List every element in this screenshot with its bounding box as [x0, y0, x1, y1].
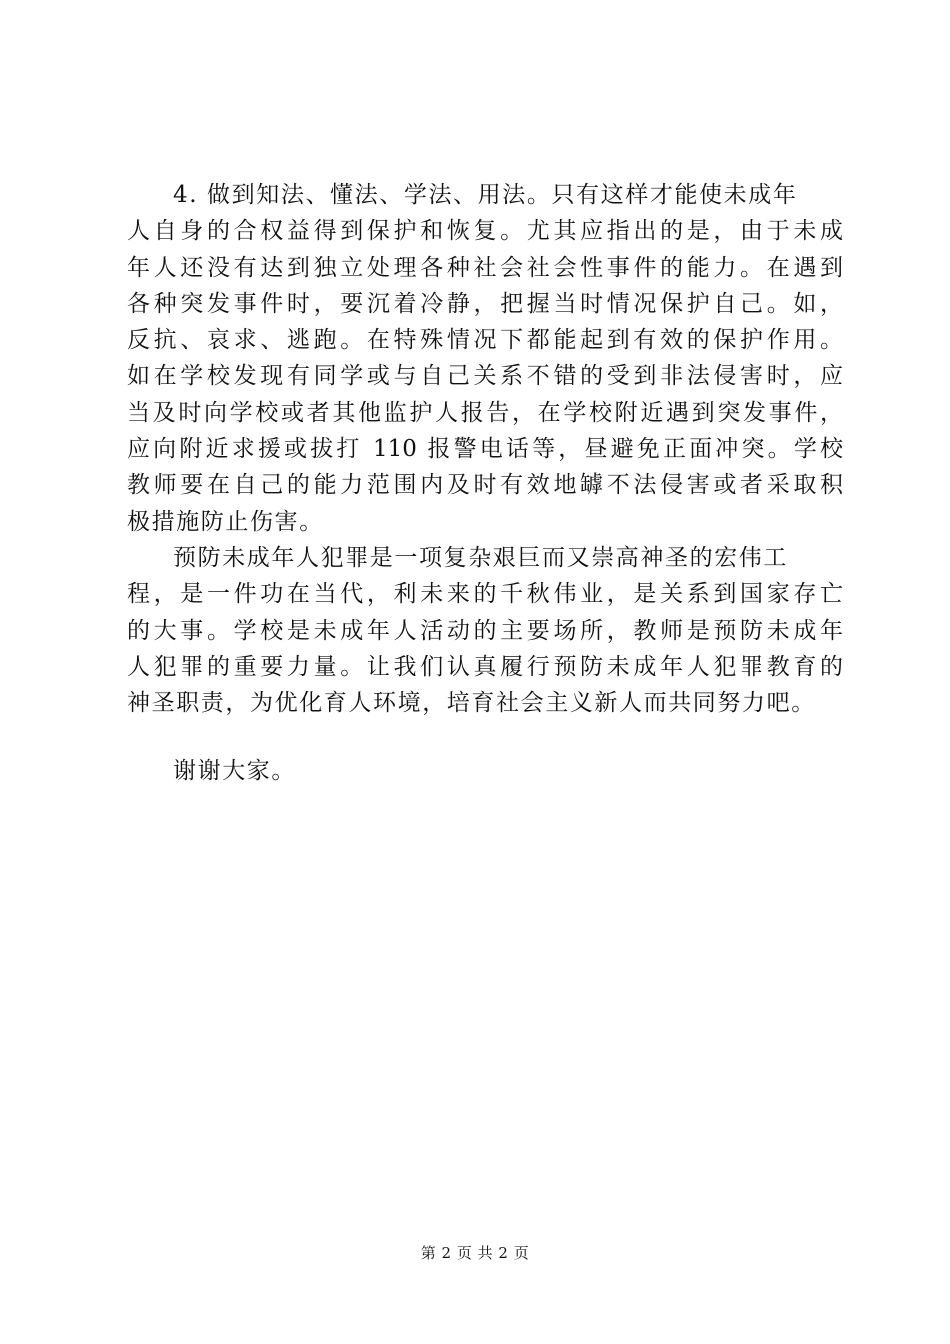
text-line: 神圣职责，为优化育人环境，培育社会主义新人而共同努力吧。: [127, 690, 816, 717]
text-line: 4. 做到知法、懂法、学法、用法。只有这样才能使未成年: [173, 182, 798, 208]
text-line: 程，是一件功在当代，利未来的千秋伟业，是关系到国家存亡: [127, 581, 843, 608]
text-line: 人犯罪的重要力量。让我们认真履行预防未成年人犯罪教育的: [127, 653, 843, 680]
paragraph-conclusion: [127, 540, 843, 721]
text-line: 当及时向学校或者其他监护人报告，在学校附近遇到突发事件，: [127, 399, 843, 426]
paragraph-spacer: [127, 721, 843, 753]
page-number-footer: 第 2 页 共 2 页: [420, 1244, 530, 1262]
paragraph-legal-awareness: [127, 177, 843, 540]
text-line: 各种突发事件时，要沉着冷静，把握当时情况保护自己。如，: [127, 290, 843, 317]
paragraph-thanks: [127, 753, 843, 789]
text-line: 如在学校发现有同学或与自己关系不错的受到非法侵害时，应: [127, 363, 843, 390]
text-line: 教师要在自己的能力范围内及时有效地罅不法侵害或者采取积: [127, 472, 843, 499]
document-body: [127, 177, 843, 790]
text-line: 谢谢大家。: [173, 758, 296, 785]
text-line: 的大事。学校是未成年人活动的主要场所，教师是预防未成年: [127, 617, 843, 644]
text-line: 反抗、哀求、逃跑。在特殊情况下都能起到有效的保护作用。: [127, 327, 843, 354]
text-line: 年人还没有达到独立处理各种社会社会性事件的能力。在遇到: [127, 254, 843, 281]
text-line: 人自身的合权益得到保护和恢复。尤其应指出的是，由于未成: [127, 218, 843, 245]
text-line: 极措施防止伤害。: [127, 508, 324, 535]
text-line: 应向附近求援或拔打 110 报警电话等，昼避免正面冲突。学校: [127, 436, 843, 463]
text-line: 预防未成年人犯罪是一项复杂艰巨而又崇高神圣的宏伟工: [173, 544, 788, 571]
